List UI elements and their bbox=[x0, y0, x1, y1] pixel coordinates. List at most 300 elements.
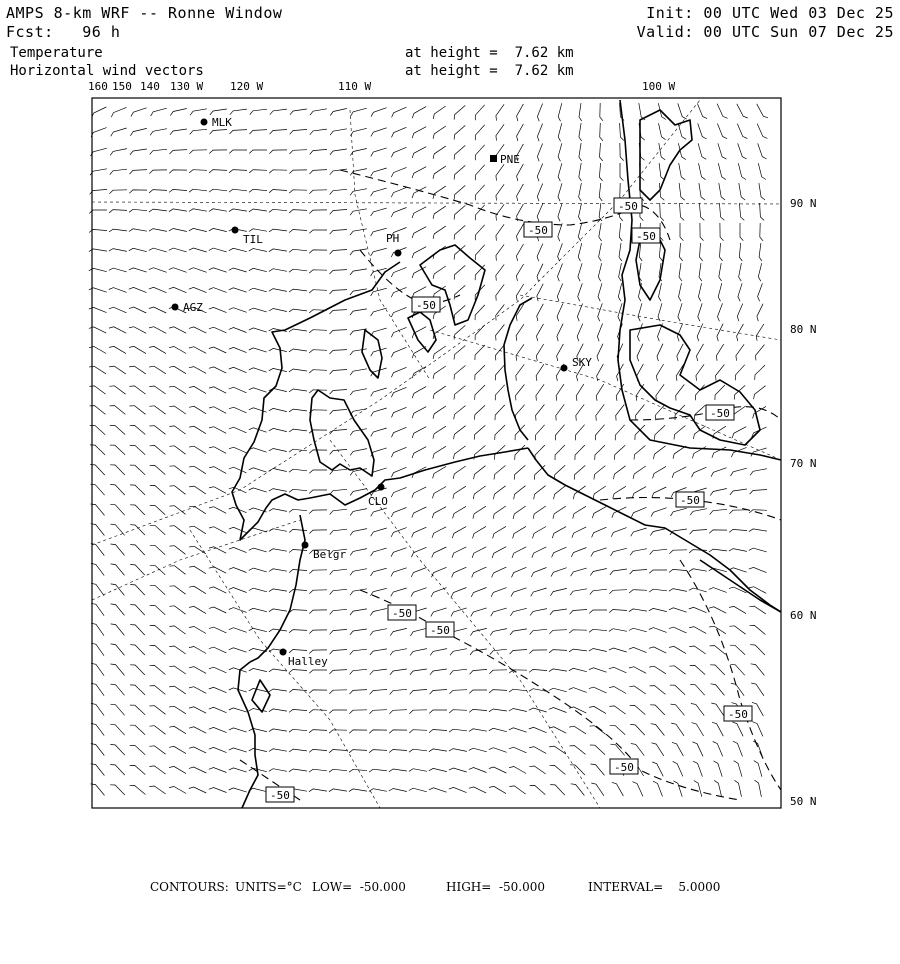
wind-barb bbox=[150, 129, 167, 136]
wind-barb bbox=[350, 409, 367, 416]
wind-barb bbox=[330, 609, 347, 614]
wind-barb bbox=[737, 104, 748, 118]
wind-barb bbox=[209, 707, 227, 712]
wind-barb bbox=[249, 388, 267, 392]
wind-barb bbox=[210, 130, 227, 135]
wind-barb bbox=[569, 630, 587, 633]
wind-barb bbox=[589, 610, 607, 613]
wind-barb bbox=[729, 529, 747, 532]
ellsworth-land-coast bbox=[618, 100, 781, 460]
wind-barb bbox=[169, 327, 186, 333]
wind-barb bbox=[698, 143, 706, 159]
wind-barb bbox=[680, 203, 685, 220]
wind-barb bbox=[330, 670, 348, 674]
wind-barb bbox=[516, 264, 523, 281]
wind-barb bbox=[91, 703, 104, 715]
wind-barb bbox=[450, 649, 467, 656]
wind-barb bbox=[653, 781, 663, 796]
wind-barb bbox=[673, 446, 686, 459]
wind-barb bbox=[229, 328, 247, 333]
wind-barb bbox=[713, 742, 723, 757]
wind-barb bbox=[715, 385, 725, 400]
wind-barb bbox=[110, 406, 126, 415]
wind-barb bbox=[129, 346, 146, 353]
wind-barb bbox=[453, 486, 466, 499]
wind-barb bbox=[432, 487, 446, 499]
station-label: PNE bbox=[500, 153, 520, 166]
wind-barb bbox=[209, 467, 226, 474]
contour-label bbox=[412, 297, 440, 312]
station-pne bbox=[490, 153, 520, 166]
wind-barb bbox=[717, 124, 727, 139]
wind-barb bbox=[189, 189, 207, 192]
wind-barb bbox=[629, 590, 647, 593]
wind-barb bbox=[150, 666, 166, 675]
wind-barb bbox=[674, 781, 683, 797]
wind-barb bbox=[209, 487, 226, 494]
wind-barb bbox=[489, 748, 507, 753]
wind-barb bbox=[699, 263, 702, 281]
wind-barb bbox=[249, 209, 267, 212]
wind-barb bbox=[289, 550, 307, 553]
wind-barb bbox=[454, 205, 465, 219]
wind-barb bbox=[91, 544, 105, 556]
wind-barb bbox=[289, 469, 307, 472]
wind-barb bbox=[150, 545, 165, 554]
wind-barb bbox=[513, 506, 526, 519]
wind-barb bbox=[509, 786, 525, 794]
wind-barb bbox=[249, 448, 267, 452]
wind-barb bbox=[391, 347, 406, 357]
wind-barb bbox=[433, 106, 446, 119]
wind-barb bbox=[350, 349, 367, 355]
wind-barb bbox=[638, 324, 643, 342]
wind-barb bbox=[536, 344, 543, 361]
wind-barb bbox=[752, 702, 764, 716]
wind-barb bbox=[209, 567, 226, 573]
wind-barb bbox=[575, 425, 584, 441]
wind-barb bbox=[130, 445, 145, 454]
wind-barb bbox=[469, 729, 487, 732]
wind-barb bbox=[249, 189, 267, 192]
wind-barb bbox=[535, 445, 545, 460]
wind-barb bbox=[330, 390, 347, 395]
wind-barb bbox=[613, 486, 626, 498]
wind-barb bbox=[719, 263, 722, 281]
wind-barb bbox=[689, 569, 707, 572]
wind-barb bbox=[391, 487, 406, 497]
wind-barb bbox=[229, 648, 247, 652]
wind-barb bbox=[558, 143, 562, 161]
wind-barb bbox=[390, 649, 407, 656]
wind-barb bbox=[700, 223, 704, 241]
wind-barb bbox=[577, 324, 583, 342]
wind-barb bbox=[412, 407, 426, 418]
wind-barb bbox=[410, 649, 427, 656]
wind-barb bbox=[552, 547, 567, 557]
wind-barb bbox=[489, 670, 507, 674]
wind-barb bbox=[472, 567, 487, 577]
wind-barb bbox=[129, 366, 146, 374]
wind-barb bbox=[350, 489, 367, 496]
wind-barb bbox=[516, 344, 524, 360]
wind-barb bbox=[269, 269, 287, 272]
wind-barb bbox=[691, 704, 704, 716]
wind-barb bbox=[491, 608, 507, 616]
wind-barb bbox=[229, 748, 247, 752]
wind-barb bbox=[412, 287, 426, 298]
wind-barb bbox=[717, 104, 728, 119]
wind-barb bbox=[750, 469, 767, 476]
wind-barb bbox=[737, 124, 747, 139]
wind-barb bbox=[309, 690, 327, 693]
valid-time: Valid: 00 UTC Sun 07 Dec 25 bbox=[636, 23, 894, 41]
wind-barb bbox=[757, 104, 768, 118]
wind-barb bbox=[412, 447, 426, 458]
wind-barb bbox=[589, 706, 606, 713]
wind-barb bbox=[450, 669, 467, 674]
wind-barb bbox=[411, 628, 427, 636]
wind-barb bbox=[209, 150, 227, 154]
wind-barb bbox=[130, 725, 145, 735]
wind-barb bbox=[350, 189, 367, 196]
wind-barb bbox=[309, 470, 327, 473]
wind-barb bbox=[659, 283, 662, 301]
wind-barb bbox=[510, 650, 527, 655]
wind-barb bbox=[552, 527, 566, 539]
wind-barb bbox=[170, 109, 187, 116]
contour-line-central bbox=[360, 250, 460, 305]
wind-barb bbox=[209, 347, 226, 353]
wind-barb bbox=[674, 426, 685, 440]
wind-vector-field bbox=[89, 103, 768, 797]
wind-barb bbox=[330, 629, 347, 634]
wind-barb bbox=[130, 665, 145, 675]
wind-barb bbox=[599, 223, 602, 241]
wind-barb bbox=[289, 309, 307, 312]
wind-barb bbox=[229, 248, 247, 251]
wind-barb bbox=[411, 568, 426, 578]
wind-barb bbox=[189, 367, 206, 374]
wind-barb bbox=[249, 308, 267, 312]
wind-barb bbox=[550, 609, 567, 615]
wind-barb bbox=[454, 105, 465, 119]
wind-barb bbox=[149, 229, 167, 232]
wind-barb bbox=[309, 630, 327, 634]
wind-barb bbox=[690, 665, 705, 674]
wind-barb bbox=[429, 730, 447, 733]
wind-barb bbox=[91, 623, 104, 636]
wind-barb bbox=[350, 128, 366, 136]
wind-barb bbox=[718, 283, 722, 301]
wind-barb bbox=[209, 587, 226, 593]
wind-barb bbox=[495, 405, 505, 420]
wind-barb bbox=[469, 748, 487, 752]
wind-barb bbox=[669, 608, 687, 612]
wind-barb bbox=[330, 370, 347, 375]
wind-barb bbox=[433, 446, 446, 458]
wind-barb bbox=[656, 364, 663, 381]
wind-barb bbox=[330, 129, 347, 135]
wind-barb bbox=[452, 527, 466, 539]
wind-barb bbox=[209, 547, 226, 553]
wind-barb bbox=[330, 169, 347, 175]
wind-barb bbox=[91, 128, 107, 137]
wind-barb bbox=[111, 564, 125, 576]
wind-barb bbox=[597, 364, 604, 381]
wind-barb bbox=[589, 649, 607, 652]
wind-barb bbox=[309, 670, 327, 673]
wind-barb bbox=[249, 229, 267, 232]
wind-barb bbox=[469, 709, 487, 712]
wind-barb bbox=[738, 143, 747, 159]
temperature-contours bbox=[240, 170, 781, 800]
wind-barb bbox=[554, 486, 566, 500]
wind-barb bbox=[516, 284, 523, 301]
wind-barb bbox=[590, 589, 607, 594]
wind-barb bbox=[537, 324, 544, 341]
wind-barb bbox=[453, 506, 466, 518]
wind-barb bbox=[309, 530, 327, 534]
wind-barb bbox=[530, 609, 547, 616]
wind-barb bbox=[610, 569, 627, 575]
wind-barb bbox=[289, 650, 307, 653]
wind-barb bbox=[412, 127, 426, 138]
wind-barb bbox=[720, 223, 724, 241]
station-label: MLK bbox=[212, 116, 232, 129]
wind-barb bbox=[598, 263, 601, 281]
wind-barb bbox=[549, 669, 567, 672]
wind-barb bbox=[130, 465, 145, 475]
wind-barb bbox=[270, 109, 287, 115]
wind-barb bbox=[531, 568, 546, 578]
wind-barb bbox=[269, 170, 287, 173]
wind-barb bbox=[720, 243, 723, 261]
wind-barb bbox=[449, 787, 467, 792]
wind-barb bbox=[569, 668, 587, 671]
station-label: Halley bbox=[288, 655, 328, 668]
wind-barb bbox=[599, 183, 602, 201]
wind-barb bbox=[736, 344, 744, 360]
wind-barb bbox=[350, 269, 367, 275]
wind-barb bbox=[389, 769, 407, 772]
wind-barb bbox=[350, 690, 368, 694]
wind-barb bbox=[558, 243, 563, 261]
wind-barb bbox=[734, 780, 741, 797]
wind-barb bbox=[630, 570, 647, 575]
wind-barb bbox=[678, 103, 687, 119]
wind-barb bbox=[634, 446, 645, 460]
wind-barb bbox=[690, 530, 707, 535]
wind-barb bbox=[660, 203, 664, 221]
wind-barb bbox=[269, 669, 287, 672]
wind-barb bbox=[392, 107, 407, 117]
wind-barb bbox=[710, 489, 727, 496]
wind-barb bbox=[650, 686, 666, 695]
wind-barb bbox=[757, 304, 763, 321]
wind-barb bbox=[409, 710, 427, 714]
wind-barb bbox=[733, 741, 743, 756]
wind-barb bbox=[430, 669, 447, 675]
wind-barb bbox=[619, 223, 622, 241]
wind-barb bbox=[289, 289, 307, 292]
wind-barb bbox=[369, 750, 387, 753]
wind-barb bbox=[269, 629, 287, 632]
wind-barb bbox=[529, 669, 547, 672]
wind-barb bbox=[433, 206, 446, 219]
wind-barb bbox=[189, 228, 207, 231]
wind-barb bbox=[475, 345, 485, 360]
wind-barb bbox=[529, 727, 547, 732]
wind-barb bbox=[371, 108, 387, 117]
wind-barb bbox=[758, 163, 766, 179]
wind-barb bbox=[169, 386, 186, 394]
wind-barb bbox=[130, 705, 145, 715]
wind-barb bbox=[576, 404, 584, 420]
wind-barb bbox=[289, 489, 307, 492]
wind-barb bbox=[709, 588, 727, 593]
wind-barb bbox=[579, 143, 582, 161]
wind-barb bbox=[749, 548, 767, 552]
wind-barb bbox=[149, 190, 167, 193]
wind-barb bbox=[189, 170, 207, 173]
wind-barb bbox=[760, 203, 765, 220]
wind-barb bbox=[412, 207, 426, 218]
wind-barb bbox=[309, 290, 327, 293]
wind-barb bbox=[611, 548, 627, 556]
wind-barb bbox=[349, 750, 367, 753]
wind-barb bbox=[536, 364, 544, 381]
wind-barb bbox=[330, 250, 347, 255]
wind-barb bbox=[249, 368, 267, 372]
wind-barb bbox=[579, 183, 582, 201]
wind-barb bbox=[409, 730, 427, 733]
wind-barb bbox=[169, 347, 186, 354]
wind-barb bbox=[389, 730, 407, 733]
wind-barb bbox=[649, 628, 667, 633]
wind-barb bbox=[754, 386, 766, 400]
wind-barb bbox=[709, 549, 727, 552]
wind-barb bbox=[310, 170, 328, 174]
wind-barb bbox=[91, 643, 104, 656]
wind-barb bbox=[110, 149, 127, 156]
wind-barb bbox=[655, 405, 664, 420]
wind-barb bbox=[731, 683, 744, 695]
wind-barb bbox=[289, 670, 307, 673]
wind-barb bbox=[330, 650, 347, 655]
wind-barb bbox=[270, 130, 287, 135]
wind-barb bbox=[490, 629, 507, 636]
wind-barb bbox=[412, 387, 426, 399]
wind-barb bbox=[169, 706, 186, 714]
wind-barb bbox=[558, 264, 563, 282]
wind-barb bbox=[549, 746, 566, 754]
wind-barb bbox=[710, 665, 725, 675]
station-label: AGZ bbox=[183, 301, 203, 314]
wind-barb bbox=[269, 190, 287, 193]
wind-barb bbox=[330, 589, 347, 594]
wind-barb bbox=[249, 668, 267, 671]
wind-barb bbox=[495, 385, 504, 400]
wind-barb bbox=[169, 606, 185, 614]
wind-barb bbox=[579, 123, 582, 141]
wind-barb bbox=[289, 709, 307, 712]
wind-barb bbox=[110, 745, 125, 756]
wind-barb bbox=[732, 427, 746, 438]
wind-barb bbox=[431, 608, 447, 617]
wind-barb bbox=[390, 689, 407, 694]
wind-barb bbox=[754, 761, 762, 777]
wind-barb bbox=[209, 209, 227, 212]
wind-barb bbox=[249, 608, 267, 611]
wind-barb bbox=[329, 769, 347, 772]
wind-barb bbox=[709, 607, 726, 613]
wind-barb bbox=[109, 366, 126, 374]
wind-barb bbox=[680, 223, 683, 241]
wind-barb bbox=[430, 690, 447, 695]
wind-barb bbox=[759, 243, 762, 261]
wind-barb bbox=[529, 650, 547, 654]
wind-barb bbox=[757, 124, 767, 139]
wind-barb bbox=[749, 587, 766, 594]
wind-barb bbox=[309, 210, 327, 214]
wind-barb bbox=[496, 104, 504, 120]
svg-text:-50: -50 bbox=[392, 607, 412, 620]
wind-barb bbox=[371, 188, 387, 196]
wind-barb bbox=[513, 526, 526, 538]
wind-barb bbox=[496, 164, 504, 180]
wind-barb bbox=[91, 784, 105, 796]
svg-text:-50: -50 bbox=[680, 494, 700, 507]
wind-barb bbox=[209, 327, 227, 333]
wind-barb bbox=[698, 303, 702, 321]
wind-barb bbox=[711, 703, 724, 716]
wind-barb bbox=[517, 164, 524, 181]
svg-text:-50: -50 bbox=[416, 299, 436, 312]
wind-barb bbox=[391, 387, 406, 397]
wind-barb bbox=[289, 529, 307, 532]
wind-barb bbox=[169, 726, 186, 733]
wind-barb bbox=[289, 329, 307, 332]
wind-barb bbox=[496, 224, 504, 240]
wind-barb bbox=[618, 283, 621, 301]
field-2-level: at height = 7.62 km bbox=[405, 63, 574, 79]
wind-barb bbox=[91, 504, 105, 515]
wind-barb bbox=[109, 210, 127, 213]
wind-barb bbox=[550, 785, 565, 796]
weddell-coast-south bbox=[250, 515, 305, 662]
station-belgr bbox=[302, 542, 347, 562]
wind-barb bbox=[732, 722, 743, 736]
wind-barb bbox=[169, 466, 185, 474]
wind-barb bbox=[350, 309, 367, 315]
wind-barb bbox=[610, 744, 624, 755]
wind-barb bbox=[472, 547, 486, 558]
wind-barb bbox=[110, 504, 124, 515]
wind-barb bbox=[269, 249, 287, 252]
wind-barb bbox=[391, 447, 406, 457]
wind-barb bbox=[209, 407, 226, 414]
wind-barb bbox=[433, 366, 446, 379]
wind-barb bbox=[729, 606, 746, 613]
wind-barb bbox=[469, 768, 487, 773]
wind-barb bbox=[639, 243, 642, 261]
wind-barb bbox=[449, 710, 467, 713]
station-ph bbox=[386, 232, 402, 257]
lat-label-60n: 60 N bbox=[790, 609, 817, 622]
peninsula-fjords bbox=[630, 325, 760, 445]
wind-barb bbox=[615, 425, 624, 440]
